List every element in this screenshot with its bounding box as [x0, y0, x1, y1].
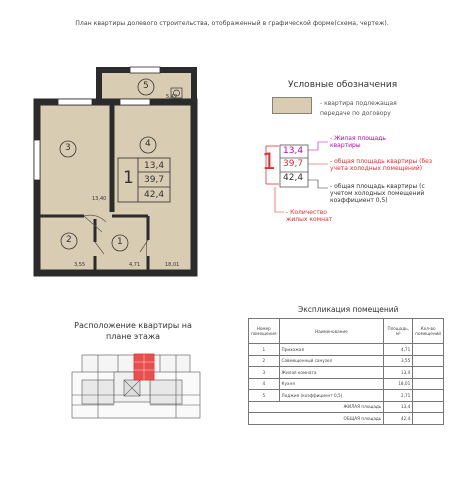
room-5-number: 5 — [143, 81, 149, 91]
key-total-no-cold-label: - общая площадь квартиры (без учета холодных помещений) — [330, 158, 433, 172]
page-header: План квартиры долевого строительства, отображенный в графической форме(схема, чертеж). — [75, 20, 389, 27]
table-row: 4 Кухня 18,01 — [249, 378, 444, 390]
table-header: Номер помещения Наименование Площадь, м² Кол-во помещений — [249, 319, 444, 344]
loggia-area: 5,42 — [166, 94, 178, 100]
key-total-no-cold: 39,7 — [283, 159, 304, 169]
key-rooms-label: - Количество жилых комнат — [286, 209, 333, 223]
apartment-outline — [37, 102, 194, 273]
key-total: 42,4 — [283, 173, 304, 183]
plan-total-area: 42,4 — [144, 190, 165, 200]
table-row: 3 Жилая комната 13,4 — [249, 367, 444, 379]
table-summary-row: ЖИЛАЯ площадь 13,4 — [249, 401, 444, 413]
room-3-number: 3 — [65, 143, 71, 153]
explication-title: Экспликация помещений — [298, 305, 399, 314]
plan-rooms-count: 1 — [123, 168, 134, 188]
explication-table — [248, 318, 444, 425]
key-total-label: - общая площадь квартиры (с учетом холодных помещений коэффициент 0,5) — [330, 183, 425, 204]
hall-area: 4,71 — [129, 262, 141, 268]
key-rooms-count: 1 — [262, 150, 276, 175]
room-2-number: 2 — [66, 235, 72, 245]
legend-title: Условные обозначения — [288, 80, 398, 90]
table-row: 5 Лоджия (коэффициент 0,5) 2,71 — [249, 390, 444, 402]
legend-swatch — [272, 97, 312, 114]
key-living-label: - Жилая площадь квартиры — [330, 135, 386, 149]
plan-total-no-cold: 39,7 — [144, 175, 165, 185]
room-1-number: 1 — [117, 237, 123, 247]
room3-area: 13,40 — [92, 196, 107, 202]
bath-area: 3,55 — [74, 262, 86, 268]
plan-living-area: 13,4 — [144, 161, 165, 171]
room-4-number: 4 — [145, 139, 151, 149]
location-title: Расположение квартиры на плане этажа — [74, 321, 192, 341]
table-row: 2 Совмещенный санузел 3,55 — [249, 355, 444, 367]
legend-swatch-text: - квартира подлежащая передаче по договору — [320, 100, 397, 117]
table-summary-row: ОБЩАЯ площадь 42,4 — [249, 413, 444, 425]
table-row: 1 Прихожая 4,71 — [249, 344, 444, 356]
kitchen-area: 18,01 — [165, 262, 180, 268]
key-living: 13,4 — [283, 146, 304, 156]
